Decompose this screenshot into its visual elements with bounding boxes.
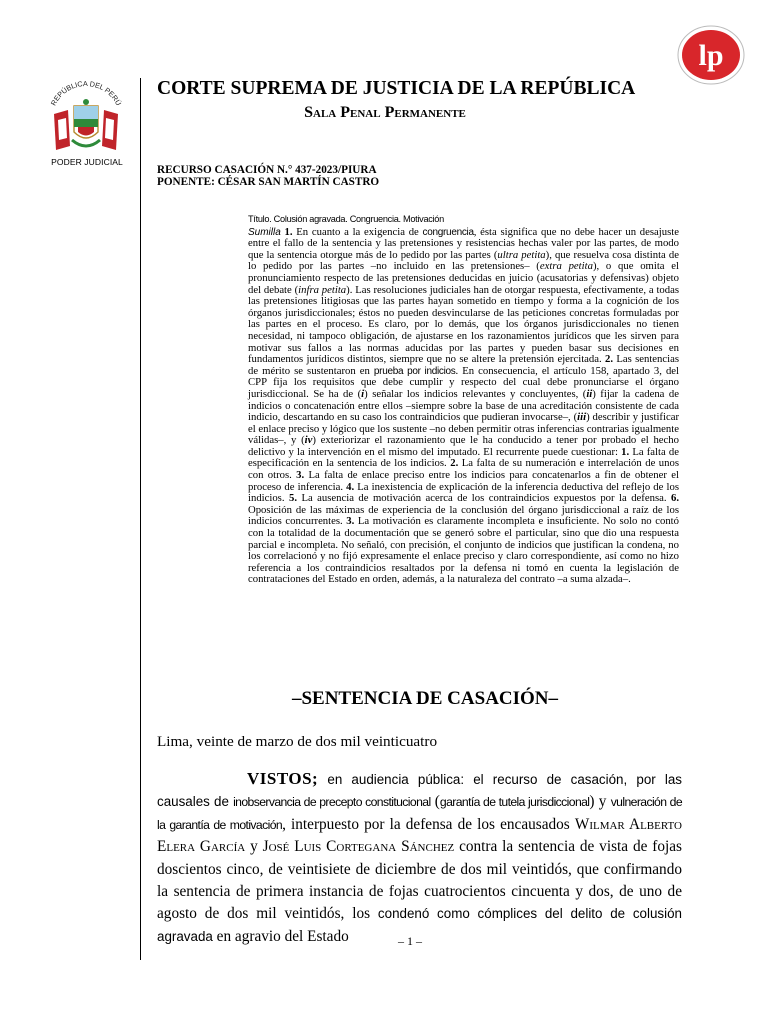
lp-logo-icon (676, 24, 746, 86)
svg-text:REPÚBLICA DEL PERÚ: REPÚBLICA DEL PERÚ (48, 78, 124, 108)
case-number: RECURSO CASACIÓN N.° 437-2023/PIURA (157, 164, 377, 176)
summary-title: Título. Colusión agravada. Congruencia. Motivación (248, 214, 444, 224)
chamber-title: Sala Penal Permanente (304, 104, 466, 121)
body-paragraph: VISTOS; en audiencia pública: el recurso de casación, por las causales de inobservancia de precepto constitucional (garantía de tutela jurisdiccional) y vulneración de la garantía de motivación, interpuesto por la defensa de los encausados Wilmar Alberto Elera García y José Luis Cortegana Sánchez contra la sentencia de vista de fojas doscientos cinco, de veintisiete de diciembre de dos mil veintidós, que confirmando la sentencia de primera instancia de fojas cuatrocientos cincuenta y dos, de uno de agosto de dos mil veintidós, los condenó como cómplices del delito de colusión agravada en agravio del Estado (157, 769, 682, 945)
summary-block (248, 214, 679, 586)
date-line: Lima, veinte de marzo de dos mil veinticuatro (157, 733, 438, 750)
sentence-heading: –SENTENCIA DE CASACIÓN– (291, 688, 559, 709)
court-title: CORTE SUPREMA DE JUSTICIA DE LA REPÚBLICA (157, 78, 636, 99)
case-meta (157, 164, 379, 188)
summary-text: Sumilla 1. En cuanto a la exigencia de congruencia, ésta significa que no debe hacer un desajuste entre el fallo de la sentencia y las pretensiones y resistencias hechas valer por las partes, de modo que la sentencia otorgue más de lo pedido por las partes (ultra petita), que resuelva cosa distinta de lo pedido por las partes –no incluido en las pretensiones– (extra petita), o que omita el pronunciamiento respecto de las pretensiones deducidas en juicio (acusatorias y defensivas) objeto del debate (infra petita). Las resoluciones judiciales han de otorgar respuesta, efectivamente, a todas las pretensiones litigiosas que las partes hayan sometido en tiempo y forma a la cognición de los órganos jurisdiccionales; éstos no pueden desvincularse de las peticiones concretas formuladas por las partes en el proceso. Es claro, por lo demás, que los órganos jurisdiccionales no tienen necesidad, ni tampoco obligación, de ajustarse en los razonamientos jurídicos que les sirven para motivar sus fallos a las normas aducidas por las partes y pueden basar sus decisiones en fundamentos jurídicos distintos, siempre que no se altere la pretensión ejercitada. 2. Las sentencias de mérito se sustentaron en prueba por indicios. En consecuencia, el artículo 158, apartado 3, del CPP fija los requisitos que debe cumplir y respecto del cual debe pronunciarse el órgano jurisdiccional. Se ha de (i) señalar los indicios relevantes y concluyentes, (ii) fijar la cadena de indicios o concatenación entre ellos –siempre sobre la base de una acreditación consistente de cada indicio, descartando en su caso los contraindicios que pudieran invocarse–, (iii) describir y justificar el enlace preciso y lógico que los sustente –no deben permitir otras inferencias contrarias igualmente válidas–, y (iv) exteriorizar el razonamiento que le ha conducido a tener por probado el hecho delictivo y la intervención en el mismo del imputado. El recurrente puede cuestionar: 1. La falta de especificación en la sentencia de los indicios. 2. La falta de su numeración e interrelación de unos con otros. 3. La falta de enlace preciso entre los indicios para concatenarlos a fin de obtener el proceso de inferencia. 4. La inexistencia de explicación de la inferencia deductiva del reflejo de los indicios. 5. La ausencia de motivación acerca de los contraindicios expuestos por la defensa. 6. Oposición de las máximas de experiencia de la conclusión del órgano jurisdiccional a raíz de los indicios concurrentes. 3. La motivación es claramente incompleta e insuficiente. No solo no contó con la totalidad de la documentación que se generó sobre el particular, sino que dio una respuesta parcial e incompleta. No señaló, con precisión, el conjunto de indicios que justifican la condena, no los correlacionó y no fijó expresamente el enlace preciso y claro correspondiente, así como no hizo referencia a los contraindicios resaltados por la defensa ni tomó en cuenta la legislación de contrataciones del Estado en orden, además, a la naturaleza del contrato –a suma alzada–. (248, 225, 680, 586)
seal-caption: PODER JUDICIAL (51, 157, 123, 167)
svg-text:lp: lp (698, 39, 724, 72)
case-ponente: PONENTE: CÉSAR SAN MARTÍN CASTRO (157, 176, 380, 188)
page-number: – 1 – (398, 934, 422, 948)
margin-rule (140, 78, 141, 960)
